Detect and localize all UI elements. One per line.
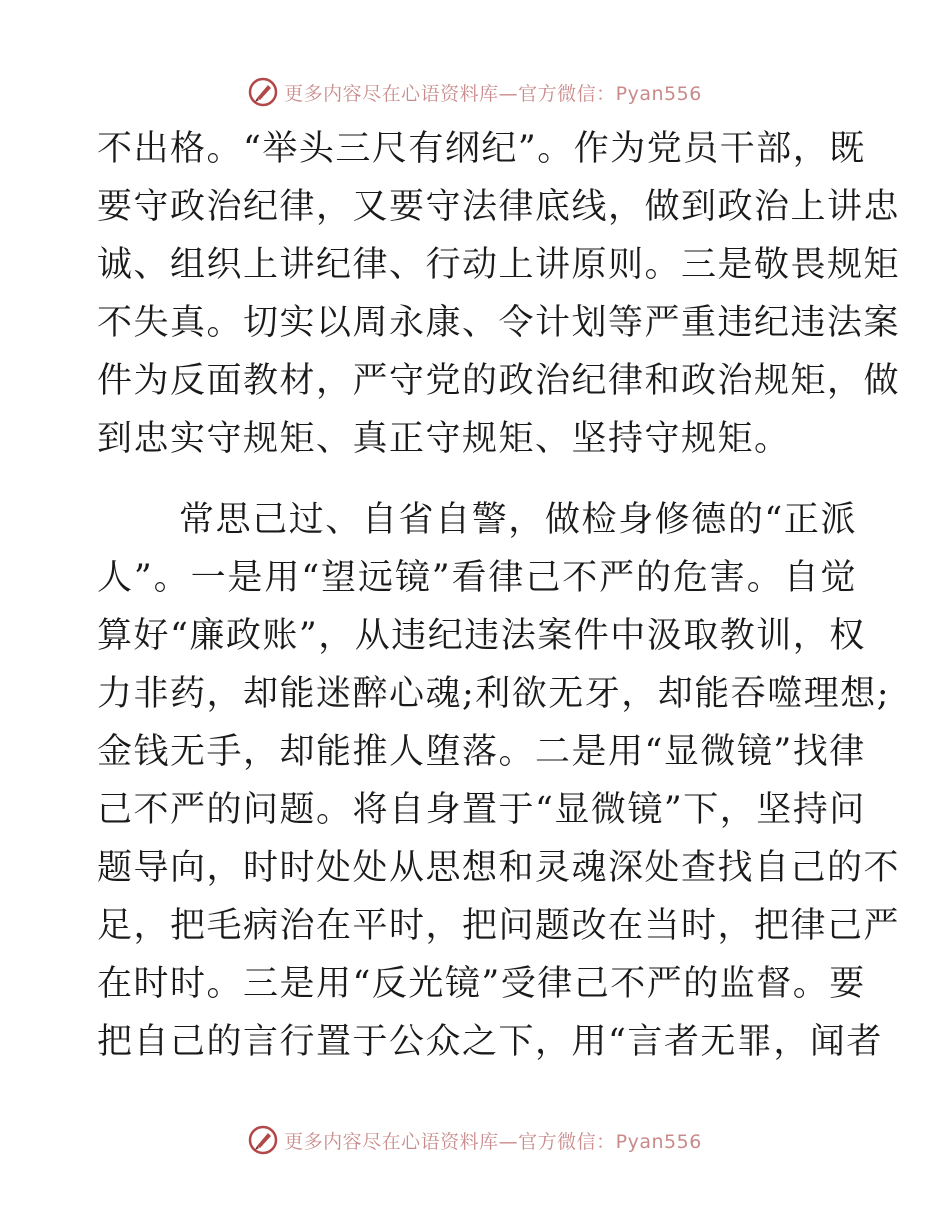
text-line: 己不严的问题。将自身置于“显微镜”下，坚持问 bbox=[97, 790, 866, 830]
watermark-text: 更多内容尽在心语资料库—官方微信：Pyan556 bbox=[284, 1130, 702, 1153]
text-line: 力非药，却能迷醉心魂;利欲无牙，却能吞噬理想; bbox=[97, 674, 891, 714]
text-line: 金钱无手，却能推人堕落。二是用“显微镜”找律 bbox=[97, 732, 866, 772]
text-line: 人”。一是用“望远镜”看律己不严的危害。自觉 bbox=[97, 558, 857, 598]
text-line: 诚、组织上讲纪律、行动上讲原则。三是敬畏规矩 bbox=[97, 245, 901, 285]
text-line: 在时时。三是用“反光镜”受律己不严的监督。要 bbox=[97, 964, 866, 1004]
text-line: 常思己过、自省自警，做检身修德的“正派 bbox=[179, 500, 857, 540]
text-line: 不出格。“举头三尺有纲纪”。作为党员干部，既 bbox=[97, 129, 866, 169]
pen-nib-logo-icon bbox=[248, 1125, 278, 1155]
header-watermark bbox=[0, 72, 950, 112]
text-line: 不失真。切实以周永康、令计划等严重违纪违法案 bbox=[97, 303, 901, 343]
text-line: 算好“廉政账”，从违纪违法案件中汲取教训，权 bbox=[97, 616, 866, 656]
paragraph-2 bbox=[97, 491, 901, 1071]
text-line: 要守政治纪律，又要守法律底线，做到政治上讲忠 bbox=[97, 187, 901, 227]
watermark-text: 更多内容尽在心语资料库—官方微信：Pyan556 bbox=[284, 82, 702, 105]
text-line: 把自己的言行置于公众之下，用“言者无罪，闻者 bbox=[97, 1022, 883, 1062]
footer-watermark bbox=[0, 1120, 950, 1160]
text-line: 件为反面教材，严守党的政治纪律和政治规矩，做 bbox=[97, 361, 901, 401]
text-line: 题导向，时时处处从思想和灵魂深处查找自己的不 bbox=[97, 848, 901, 888]
paragraph-1 bbox=[97, 120, 901, 468]
pen-nib-logo-icon bbox=[248, 77, 278, 107]
text-line: 足，把毛病治在平时，把问题改在当时，把律己严 bbox=[97, 906, 901, 946]
document-body bbox=[97, 120, 901, 1071]
text-line: 到忠实守规矩、真正守规矩、坚持守规矩。 bbox=[97, 419, 791, 459]
